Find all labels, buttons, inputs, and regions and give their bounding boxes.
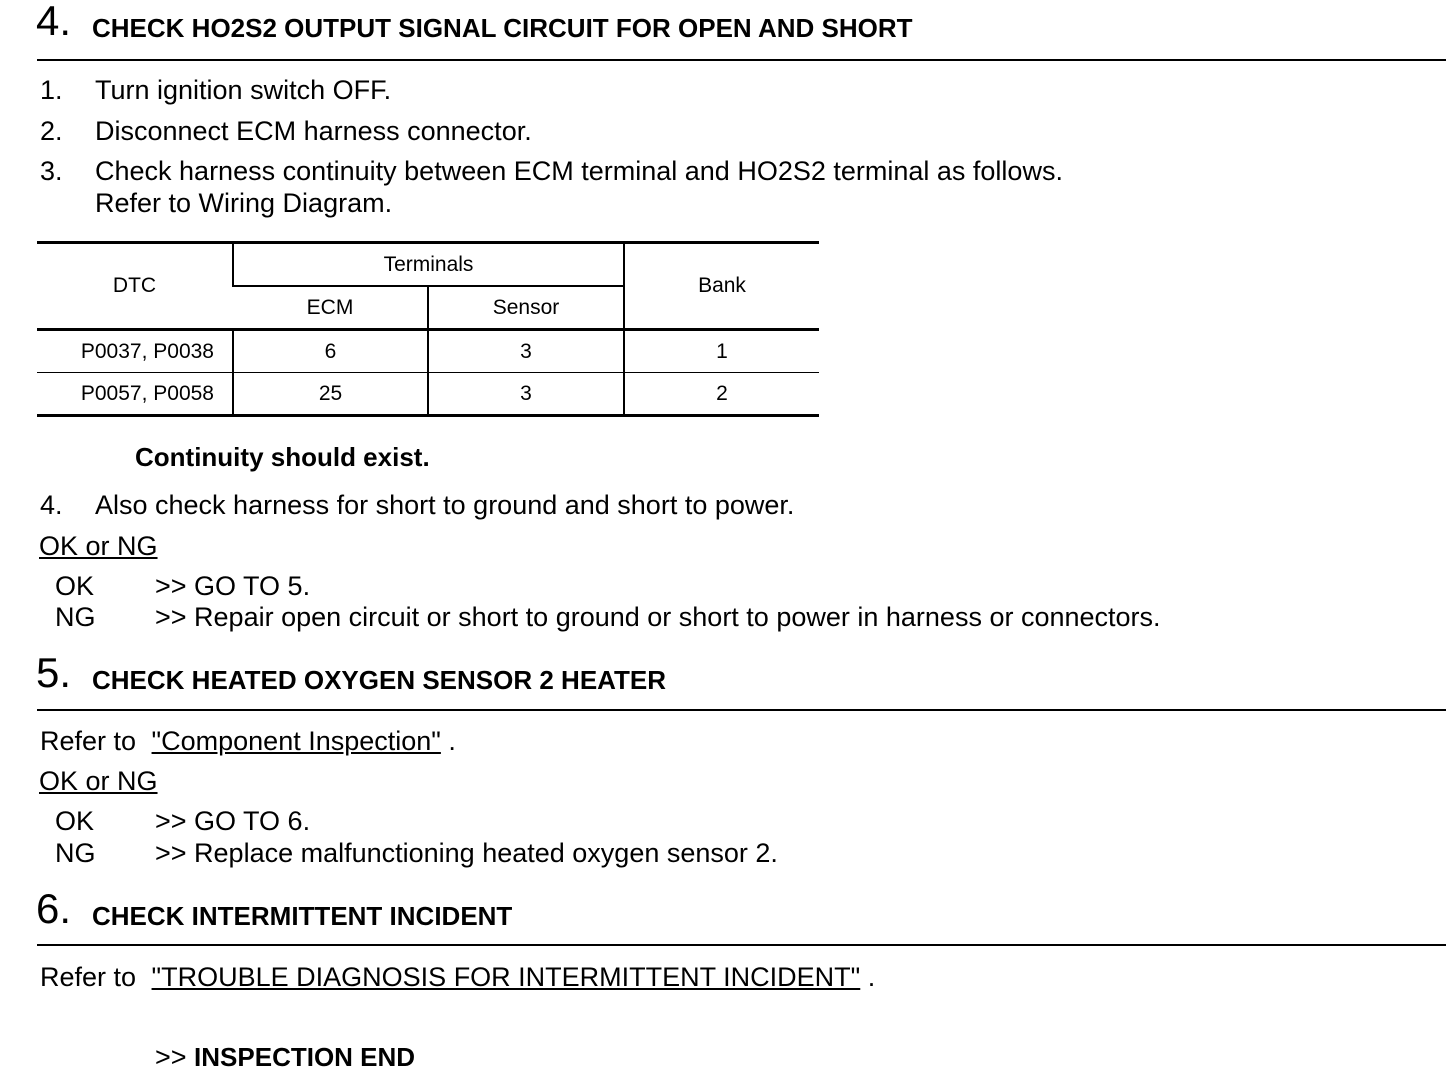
inspection-end: [155, 1041, 415, 1073]
cell-sensor: 3: [428, 330, 624, 373]
divider: [37, 59, 1446, 61]
divider: [37, 944, 1446, 946]
ng-action: >> Replace malfunctioning heated oxygen sensor 2.: [155, 838, 778, 868]
step-4-title: CHECK HO2S2 OUTPUT SIGNAL CIRCUIT FOR OPEN AND SHORT: [92, 13, 913, 43]
step-5-title: CHECK HEATED OXYGEN SENSOR 2 HEATER: [92, 665, 667, 695]
cell-ecm: 6: [233, 330, 428, 373]
header-ecm: ECM: [233, 286, 428, 330]
refer-suffix: .: [440, 726, 456, 756]
item-number: 4.: [40, 490, 63, 520]
step-4-number: 4.: [36, 0, 72, 44]
ok-label: OK: [55, 571, 95, 601]
ok-or-ng-label: OK or NG: [39, 531, 158, 561]
end-prefix: >>: [155, 1042, 195, 1072]
ok-action: >> GO TO 6.: [155, 806, 311, 836]
item-text: Disconnect ECM harness connector.: [95, 116, 532, 146]
component-inspection-link[interactable]: "Component Inspection": [151, 726, 441, 756]
refer-line: [40, 961, 875, 993]
cell-dtc: P0037, P0038: [37, 330, 233, 373]
refer-prefix: Refer to: [40, 726, 144, 756]
table-row: [37, 373, 819, 416]
header-bank: Bank: [624, 243, 819, 330]
refer-prefix: Refer to: [40, 962, 144, 992]
item-text-cont: Refer to Wiring Diagram.: [95, 188, 393, 218]
table-row: [37, 330, 819, 373]
header-terminals: Terminals: [233, 243, 624, 287]
continuity-note: Continuity should exist.: [135, 442, 430, 472]
refer-suffix: .: [860, 962, 876, 992]
divider: [37, 709, 1446, 711]
ng-action: >> Repair open circuit or short to ground or short to power in harness or connectors.: [155, 602, 1161, 632]
intermittent-incident-link[interactable]: "TROUBLE DIAGNOSIS FOR INTERMITTENT INCIDENT": [151, 962, 861, 992]
ok-or-ng-label: OK or NG: [39, 766, 158, 796]
item-number: 3.: [40, 156, 63, 186]
header-dtc: DTC: [37, 243, 233, 330]
step-6-number: 6.: [36, 885, 72, 932]
step-5-number: 5.: [36, 649, 72, 696]
cell-sensor: 3: [428, 373, 624, 416]
cell-bank: 2: [624, 373, 819, 416]
cell-ecm: 25: [233, 373, 428, 416]
refer-line: [40, 725, 456, 757]
item-number: 2.: [40, 116, 63, 146]
ok-action: >> GO TO 5.: [155, 571, 311, 601]
step-6-title: CHECK INTERMITTENT INCIDENT: [92, 901, 513, 931]
continuity-table: [37, 241, 819, 417]
cell-bank: 1: [624, 330, 819, 373]
ng-label: NG: [55, 838, 96, 868]
item-number: 1.: [40, 75, 63, 105]
ok-label: OK: [55, 806, 95, 836]
item-text: Also check harness for short to ground and short to power.: [95, 490, 795, 520]
ng-label: NG: [55, 602, 96, 632]
cell-dtc: P0057, P0058: [37, 373, 233, 416]
header-sensor: Sensor: [428, 286, 624, 330]
item-text: Check harness continuity between ECM terminal and HO2S2 terminal as follows.: [95, 156, 1063, 186]
end-text: INSPECTION END: [194, 1042, 416, 1072]
item-text: Turn ignition switch OFF.: [95, 75, 392, 105]
